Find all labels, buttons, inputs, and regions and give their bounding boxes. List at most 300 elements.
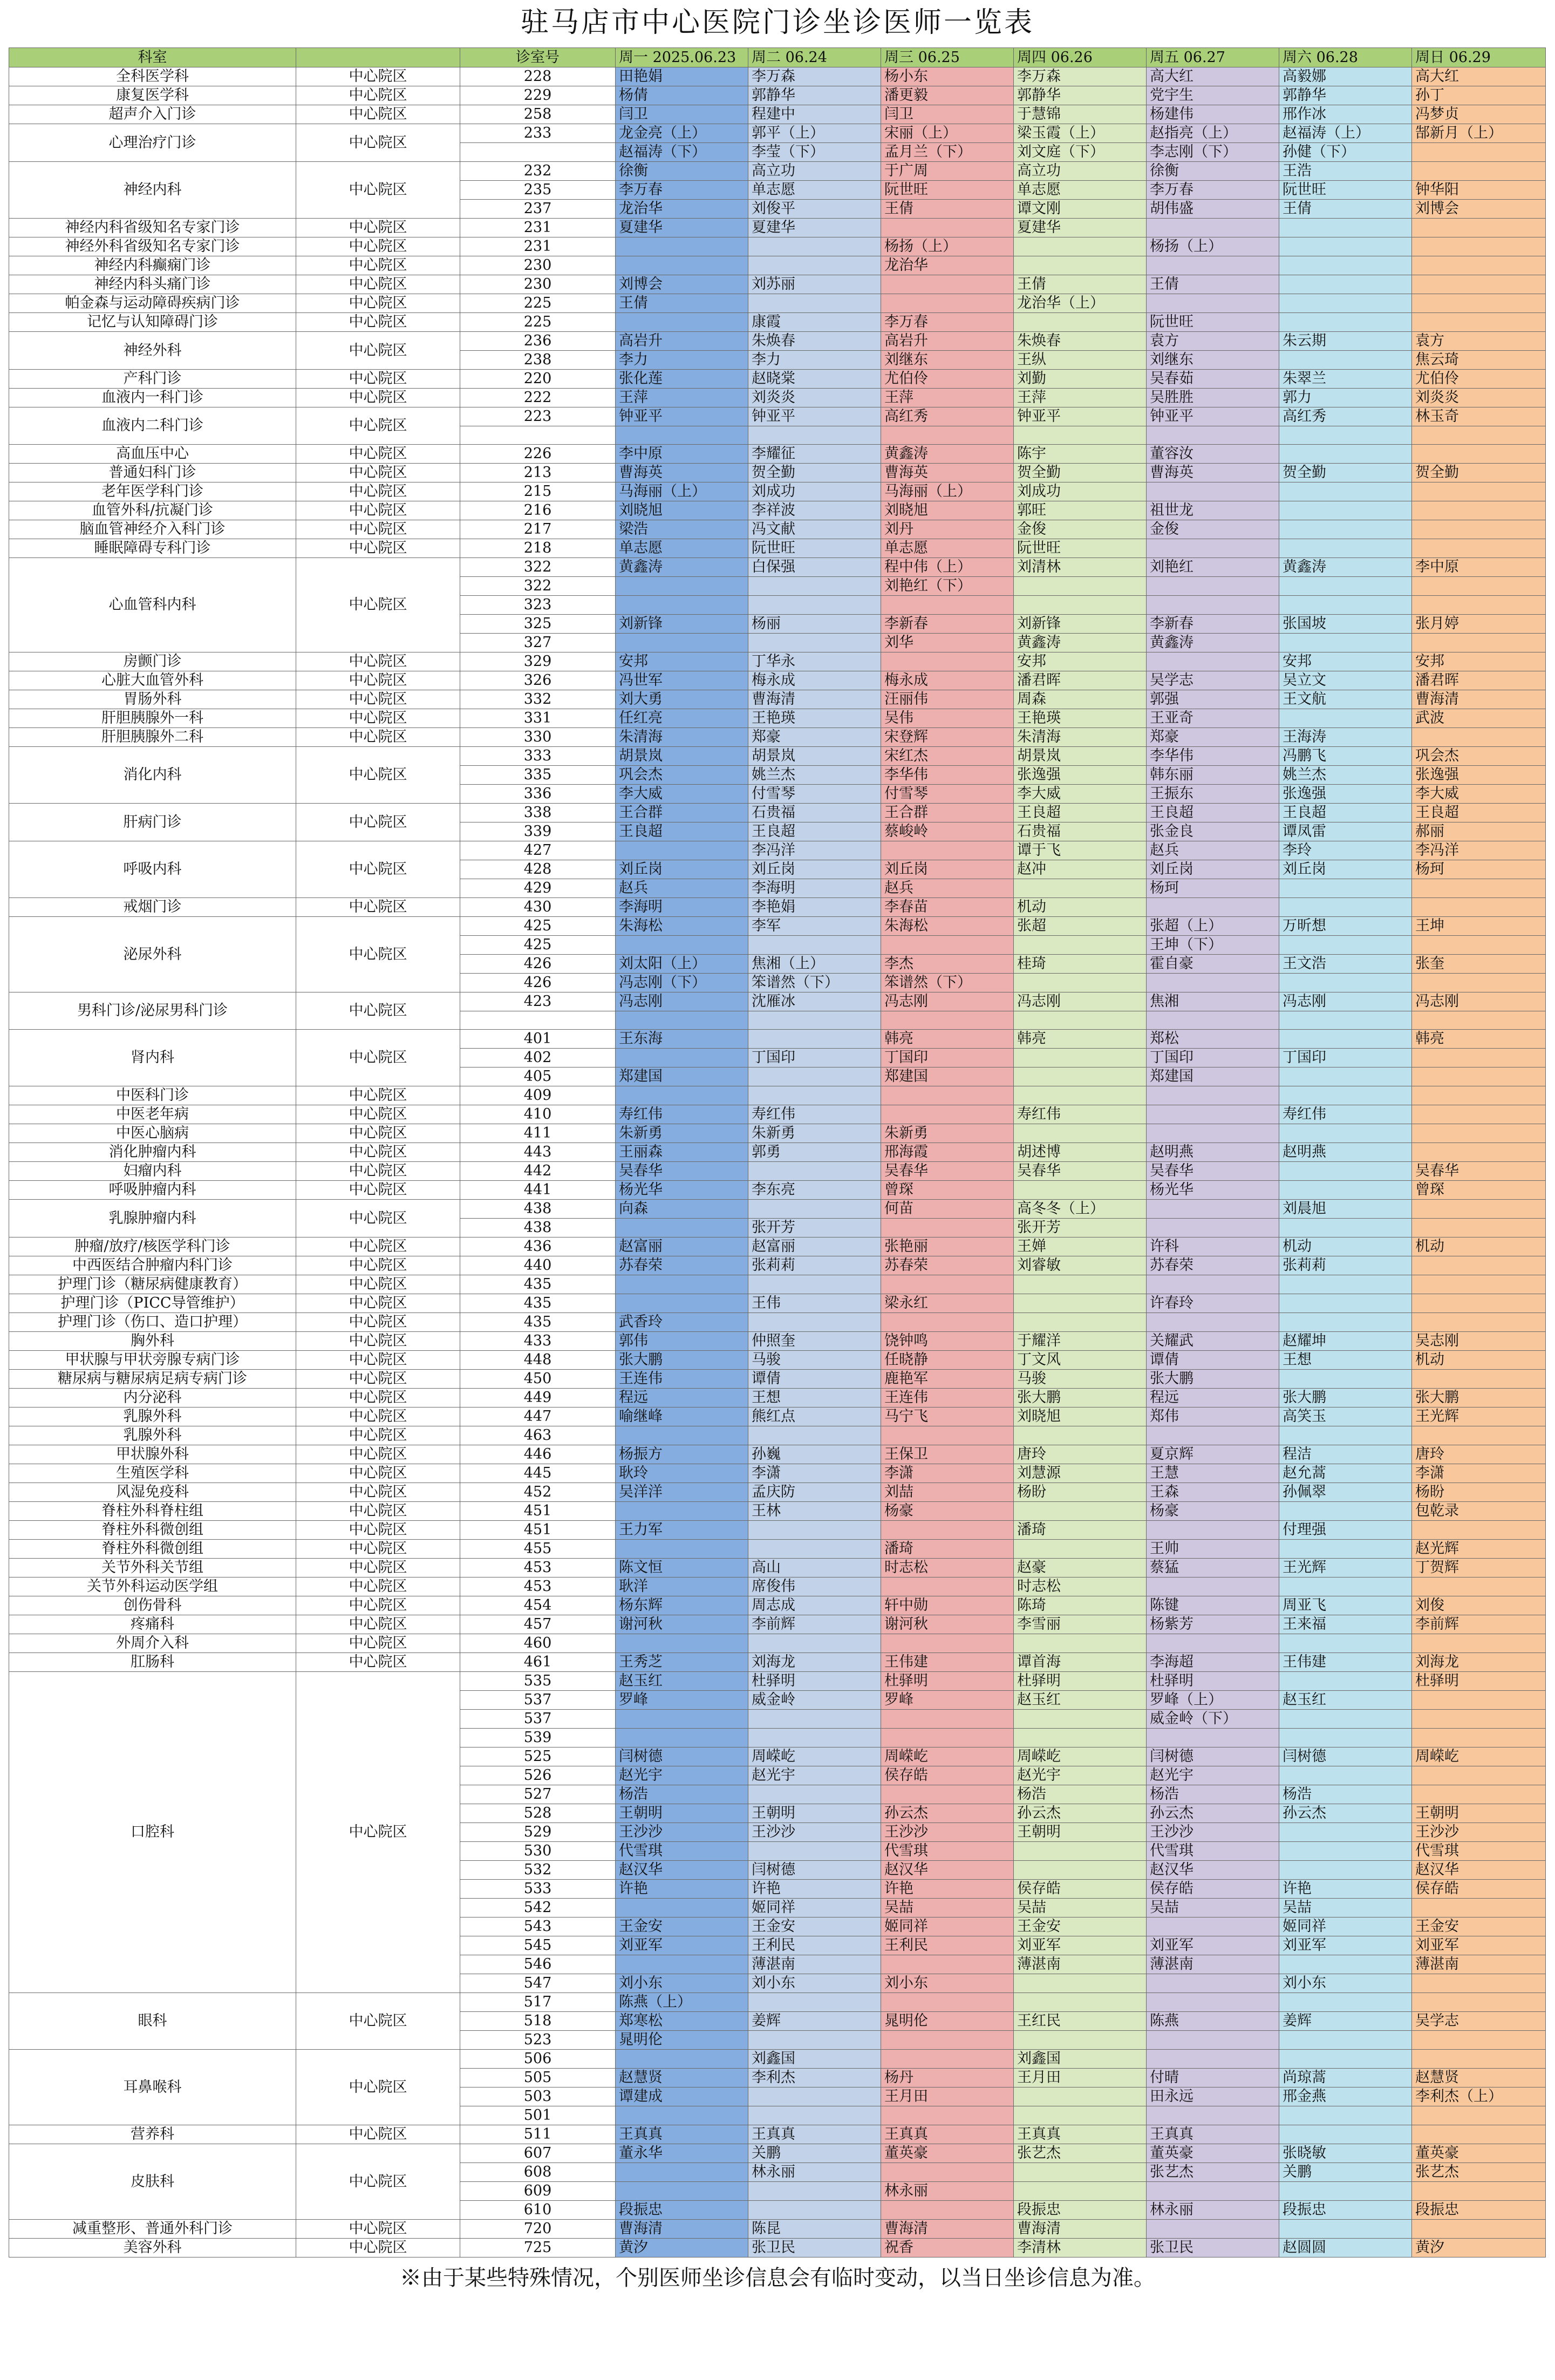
room-number: 430: [460, 898, 616, 917]
doctor-cell-mon: 董永华: [616, 2144, 748, 2163]
doctor-cell-tue: 付雪琴: [748, 785, 881, 804]
doctor-cell-wed: [881, 936, 1014, 955]
doctor-cell-sat: 王伟建: [1279, 1653, 1412, 1672]
doctor-cell-wed: 时志松: [881, 1559, 1014, 1577]
doctor-cell-thu: 梁玉霞（上）: [1014, 124, 1147, 143]
campus-name: 中心院区: [296, 1672, 460, 1993]
doctor-cell-sat: 程洁: [1279, 1445, 1412, 1464]
doctor-cell-thu: 王婵: [1014, 1237, 1147, 1256]
doctor-cell-sun: 焦云琦: [1412, 351, 1546, 370]
campus-name: 中心院区: [296, 2050, 460, 2125]
table-row: [9, 1389, 1546, 1407]
doctor-cell-thu: 谭于飞: [1014, 841, 1147, 860]
doctor-cell-fri: 赵明燕: [1147, 1143, 1279, 1162]
doctor-cell-wed: 于广周: [881, 162, 1014, 181]
room-number: 411: [460, 1124, 616, 1143]
doctor-cell-sun: 尤伯伶: [1412, 370, 1546, 389]
doctor-cell-fri: [1147, 1219, 1279, 1237]
doctor-cell-wed: 汪丽伟: [881, 690, 1014, 709]
doctor-cell-mon: 王沙沙: [616, 1823, 748, 1842]
doctor-cell-sat: 万昕想: [1279, 917, 1412, 936]
roster-body: [9, 67, 1546, 2257]
room-number: 447: [460, 1407, 616, 1426]
doctor-cell-mon: 武香玲: [616, 1313, 748, 1332]
doctor-cell-sun: 李利杰（上）: [1412, 2087, 1546, 2106]
doctor-cell-fri: 张超（上）: [1147, 917, 1279, 936]
doctor-cell-sat: [1279, 1086, 1412, 1105]
doctor-cell-sun: [1412, 2220, 1546, 2239]
dept-name: 帕金森与运动障碍疾病门诊: [9, 294, 296, 313]
doctor-cell-tue: [748, 426, 881, 445]
campus-name: 中心院区: [296, 407, 460, 445]
doctor-cell-sat: [1279, 974, 1412, 992]
doctor-cell-sun: 赵汉华: [1412, 1861, 1546, 1880]
doctor-cell-wed: 黄鑫涛: [881, 445, 1014, 464]
doctor-cell-sat: 安邦: [1279, 652, 1412, 671]
doctor-cell-fri: 曹海英: [1147, 464, 1279, 482]
campus-name: 中心院区: [296, 747, 460, 804]
table-row: [9, 1105, 1546, 1124]
dept-name: 脑血管神经介入科门诊: [9, 520, 296, 539]
doctor-cell-tue: [748, 294, 881, 313]
doctor-cell-sat: 王来福: [1279, 1615, 1412, 1634]
doctor-cell-sat: 黄鑫涛: [1279, 558, 1412, 577]
room-number: 336: [460, 785, 616, 804]
doctor-cell-sun: [1412, 1219, 1546, 1237]
room-number: 446: [460, 1445, 616, 1464]
doctor-cell-sat: 赵福涛（上）: [1279, 124, 1412, 143]
doctor-cell-thu: 郭静华: [1014, 86, 1147, 105]
doctor-cell-tue: 薄湛南: [748, 1955, 881, 1974]
doctor-cell-sat: [1279, 879, 1412, 898]
dept-name: 甲状腺与甲状旁腺专病门诊: [9, 1351, 296, 1370]
doctor-cell-fri: 威金岭（下）: [1147, 1710, 1279, 1729]
room-number: 425: [460, 936, 616, 955]
doctor-cell-mon: [616, 1219, 748, 1237]
campus-name: 中心院区: [296, 1483, 460, 1502]
doctor-cell-fri: 刘丘岗: [1147, 860, 1279, 879]
doctor-cell-sat: 高毅娜: [1279, 67, 1412, 86]
doctor-cell-mon: 程远: [616, 1389, 748, 1407]
doctor-cell-thu: [1014, 1313, 1147, 1332]
page-title: 驻马店市中心医院门诊坐诊医师一览表: [520, 6, 1034, 39]
doctor-cell-fri: 李海超: [1147, 1653, 1279, 1672]
doctor-cell-wed: 王合群: [881, 804, 1014, 822]
campus-name: 中心院区: [296, 1105, 460, 1124]
doctor-cell-fri: 杨豪: [1147, 1502, 1279, 1521]
doctor-cell-fri: 吴春华: [1147, 1162, 1279, 1181]
doctor-cell-sat: [1279, 1275, 1412, 1294]
room-number: 454: [460, 1596, 616, 1615]
room-number: 322: [460, 577, 616, 596]
room-number: 725: [460, 2239, 616, 2257]
room-number: 223: [460, 407, 616, 426]
table-row: [9, 370, 1546, 389]
doctor-cell-wed: [881, 294, 1014, 313]
doctor-cell-sun: 吴志刚: [1412, 1332, 1546, 1351]
campus-name: 中心院区: [296, 501, 460, 520]
doctor-cell-fri: 李万春: [1147, 181, 1279, 200]
doctor-cell-thu: 胡景岚: [1014, 747, 1147, 766]
doctor-cell-wed: 单志愿: [881, 539, 1014, 558]
doctor-cell-thu: 陈琦: [1014, 1596, 1147, 1615]
doctor-cell-mon: [616, 1540, 748, 1559]
room-number: 529: [460, 1823, 616, 1842]
doctor-cell-thu: 杜驿明: [1014, 1672, 1147, 1691]
table-row: [9, 501, 1546, 520]
doctor-cell-tue: 沈雁冰: [748, 992, 881, 1011]
room-number: 231: [460, 219, 616, 237]
doctor-cell-sat: [1279, 256, 1412, 275]
doctor-cell-wed: [881, 1086, 1014, 1105]
doctor-cell-fri: 程远: [1147, 1389, 1279, 1407]
campus-name: 中心院区: [296, 2220, 460, 2239]
doctor-cell-wed: 赵汉华: [881, 1861, 1014, 1880]
doctor-cell-tue: 笨谱然（下）: [748, 974, 881, 992]
doctor-cell-sat: 段振忠: [1279, 2201, 1412, 2220]
room-number: 226: [460, 445, 616, 464]
doctor-cell-sat: 张大鹏: [1279, 1389, 1412, 1407]
dept-name: 乳腺外科: [9, 1407, 296, 1426]
doctor-cell-thu: [1014, 2163, 1147, 2182]
doctor-cell-thu: 王倩: [1014, 275, 1147, 294]
doctor-cell-sat: [1279, 445, 1412, 464]
room-number: 322: [460, 558, 616, 577]
room-number: 537: [460, 1710, 616, 1729]
room-number: 525: [460, 1747, 616, 1766]
doctor-cell-fri: 田永远: [1147, 2087, 1279, 2106]
table-row: [9, 1256, 1546, 1275]
doctor-cell-tue: 刘丘岗: [748, 860, 881, 879]
doctor-cell-tue: 寿红伟: [748, 1105, 881, 1124]
doctor-cell-sun: 李冯洋: [1412, 841, 1546, 860]
doctor-cell-sat: [1279, 426, 1412, 445]
dept-name: 神经外科省级知名专家门诊: [9, 237, 296, 256]
doctor-cell-sat: 高红秀: [1279, 407, 1412, 426]
doctor-cell-tue: 李耀征: [748, 445, 881, 464]
table-row: [9, 917, 1546, 936]
doctor-cell-fri: 夏京辉: [1147, 1445, 1279, 1464]
room-number: 429: [460, 879, 616, 898]
doctor-cell-sun: [1412, 1993, 1546, 2012]
doctor-cell-thu: [1014, 596, 1147, 615]
dept-name: 神经内科省级知名专家门诊: [9, 219, 296, 237]
room-number: 233: [460, 124, 616, 143]
doctor-cell-fri: 许科: [1147, 1237, 1279, 1256]
room-number: 523: [460, 2031, 616, 2050]
doctor-cell-fri: [1147, 2106, 1279, 2125]
table-row: [9, 1672, 1546, 1691]
doctor-cell-sun: [1412, 1691, 1546, 1710]
doctor-cell-sat: 丁国印: [1279, 1049, 1412, 1067]
doctor-cell-sun: [1412, 898, 1546, 917]
campus-name: 中心院区: [296, 124, 460, 162]
doctor-cell-mon: 刘大勇: [616, 690, 748, 709]
table-row: [9, 332, 1546, 351]
table-row: [9, 105, 1546, 124]
room-number: 441: [460, 1181, 616, 1200]
doctor-cell-tue: [748, 1729, 881, 1747]
doctor-cell-wed: 杨豪: [881, 1502, 1014, 1521]
doctor-cell-sun: 刘俊: [1412, 1596, 1546, 1615]
room-number: 450: [460, 1370, 616, 1389]
room-number: 453: [460, 1577, 616, 1596]
doctor-cell-sun: [1412, 1124, 1546, 1143]
doctor-cell-sun: [1412, 275, 1546, 294]
doctor-cell-sun: 贺全勤: [1412, 464, 1546, 482]
campus-name: 中心院区: [296, 1653, 460, 1672]
doctor-cell-thu: 于耀洋: [1014, 1332, 1147, 1351]
doctor-cell-sun: 郜新月（上）: [1412, 124, 1546, 143]
doctor-cell-mon: 耿玲: [616, 1464, 748, 1483]
doctor-cell-wed: 杜驿明: [881, 1672, 1014, 1691]
doctor-cell-thu: 刘睿敏: [1014, 1256, 1147, 1275]
doctor-cell-tue: [748, 634, 881, 652]
table-row: [9, 1181, 1546, 1200]
room-number: [460, 426, 616, 445]
doctor-cell-mon: 刘博会: [616, 275, 748, 294]
doctor-cell-thu: [1014, 1011, 1147, 1030]
doctor-cell-mon: 寿红伟: [616, 1105, 748, 1124]
doctor-cell-tue: 梅永成: [748, 671, 881, 690]
campus-name: 中心院区: [296, 1181, 460, 1200]
doctor-cell-sun: [1412, 1974, 1546, 1993]
doctor-cell-tue: [748, 2106, 881, 2125]
doctor-cell-fri: 关耀武: [1147, 1332, 1279, 1351]
room-number: 442: [460, 1162, 616, 1181]
doctor-cell-sun: 段振忠: [1412, 2201, 1546, 2220]
campus-name: 中心院区: [296, 1332, 460, 1351]
table-row: [9, 1464, 1546, 1483]
doctor-cell-sun: [1412, 1256, 1546, 1275]
campus-name: 中心院区: [296, 332, 460, 370]
room-number: 238: [460, 351, 616, 370]
table-row: [9, 1162, 1546, 1181]
campus-name: 中心院区: [296, 1426, 460, 1445]
doctor-cell-sun: [1412, 1086, 1546, 1105]
doctor-cell-thu: [1014, 1181, 1147, 1200]
doctor-cell-sat: [1279, 2106, 1412, 2125]
doctor-cell-tue: 刘鑫国: [748, 2050, 881, 2069]
doctor-cell-fri: 罗峰（上）: [1147, 1691, 1279, 1710]
doctor-cell-thu: 王艳瑛: [1014, 709, 1147, 728]
campus-name: 中心院区: [296, 841, 460, 898]
doctor-cell-tue: 威金岭: [748, 1691, 881, 1710]
table-row: [9, 219, 1546, 237]
doctor-cell-sun: [1412, 1370, 1546, 1389]
doctor-cell-thu: [1014, 426, 1147, 445]
doctor-cell-fri: [1147, 2031, 1279, 2050]
room-number: 331: [460, 709, 616, 728]
dept-name: 产科门诊: [9, 370, 296, 389]
doctor-cell-sun: 钟华阳: [1412, 181, 1546, 200]
room-number: 435: [460, 1275, 616, 1294]
doctor-cell-fri: 杨光华: [1147, 1181, 1279, 1200]
room-number: 230: [460, 256, 616, 275]
doctor-cell-wed: 宋登辉: [881, 728, 1014, 747]
campus-name: 中心院区: [296, 1615, 460, 1634]
doctor-cell-wed: 孙云杰: [881, 1804, 1014, 1823]
doctor-cell-tue: 李利杰: [748, 2069, 881, 2087]
doctor-cell-sat: [1279, 275, 1412, 294]
dept-name: 护理门诊（糖尿病健康教育）: [9, 1275, 296, 1294]
room-number: 527: [460, 1785, 616, 1804]
doctor-cell-mon: 胡景岚: [616, 747, 748, 766]
doctor-cell-wed: 王伟建: [881, 1653, 1014, 1672]
dept-name: 呼吸肿瘤内科: [9, 1181, 296, 1200]
doctor-cell-mon: 任红亮: [616, 709, 748, 728]
doctor-cell-tue: 周志成: [748, 1596, 881, 1615]
doctor-cell-fri: 许春玲: [1147, 1294, 1279, 1313]
doctor-cell-thu: 孙云杰: [1014, 1804, 1147, 1823]
doctor-cell-thu: 刘晓旭: [1014, 1407, 1147, 1426]
doctor-cell-fri: [1147, 596, 1279, 615]
doctor-cell-thu: [1014, 1275, 1147, 1294]
doctor-cell-fri: [1147, 652, 1279, 671]
doctor-cell-wed: 吴喆: [881, 1899, 1014, 1917]
doctor-cell-sat: [1279, 1011, 1412, 1030]
doctor-cell-tue: 王艳瑛: [748, 709, 881, 728]
doctor-cell-thu: 赵冲: [1014, 860, 1147, 879]
dept-name: 创伤骨科: [9, 1596, 296, 1615]
doctor-cell-wed: 任晓静: [881, 1351, 1014, 1370]
doctor-cell-wed: 王真真: [881, 2125, 1014, 2144]
doctor-cell-mon: 朱清海: [616, 728, 748, 747]
doctor-cell-fri: 霍自豪: [1147, 955, 1279, 974]
doctor-cell-fri: [1147, 1577, 1279, 1596]
doctor-cell-mon: 安邦: [616, 652, 748, 671]
dept-name: 血管外科/抗凝门诊: [9, 501, 296, 520]
doctor-cell-sat: [1279, 1313, 1412, 1332]
doctor-cell-wed: 刘喆: [881, 1483, 1014, 1502]
doctor-cell-sun: 高大红: [1412, 67, 1546, 86]
room-number: 235: [460, 181, 616, 200]
doctor-cell-sun: 赵光辉: [1412, 1540, 1546, 1559]
doctor-cell-fri: 吴学志: [1147, 671, 1279, 690]
doctor-cell-fri: [1147, 219, 1279, 237]
doctor-cell-fri: 杜驿明: [1147, 1672, 1279, 1691]
doctor-cell-thu: [1014, 1502, 1147, 1521]
doctor-cell-tue: 李海明: [748, 879, 881, 898]
doctor-cell-tue: 许艳: [748, 1880, 881, 1899]
doctor-cell-mon: 刘亚军: [616, 1936, 748, 1955]
doctor-cell-sat: [1279, 1672, 1412, 1691]
doctor-cell-fri: [1147, 426, 1279, 445]
doctor-cell-sun: 刘博会: [1412, 200, 1546, 219]
doctor-cell-sat: 王倩: [1279, 200, 1412, 219]
campus-name: 中心院区: [296, 1030, 460, 1086]
doctor-cell-mon: [616, 1086, 748, 1105]
doctor-cell-fri: [1147, 1011, 1279, 1030]
campus-name: 中心院区: [296, 690, 460, 709]
campus-name: 中心院区: [296, 2125, 460, 2144]
dept-name: 消化内科: [9, 747, 296, 804]
doctor-cell-sat: [1279, 501, 1412, 520]
doctor-cell-sat: [1279, 1067, 1412, 1086]
doctor-cell-wed: [881, 1577, 1014, 1596]
doctor-cell-sat: [1279, 1861, 1412, 1880]
campus-name: 中心院区: [296, 652, 460, 671]
doctor-cell-sat: 赵允蒿: [1279, 1464, 1412, 1483]
doctor-cell-fri: [1147, 1974, 1279, 1993]
doctor-cell-sat: [1279, 1370, 1412, 1389]
doctor-cell-thu: 吴春华: [1014, 1162, 1147, 1181]
doctor-cell-wed: 周嵘屹: [881, 1747, 1014, 1766]
doctor-cell-sat: [1279, 1842, 1412, 1861]
doctor-cell-sun: 孙丁: [1412, 86, 1546, 105]
room-number: 426: [460, 955, 616, 974]
doctor-cell-tue: 王林: [748, 1502, 881, 1521]
doctor-cell-thu: 薄湛南: [1014, 1955, 1147, 1974]
doctor-cell-mon: 闫树德: [616, 1747, 748, 1766]
doctor-cell-sun: [1412, 2125, 1546, 2144]
campus-name: 中心院区: [296, 162, 460, 219]
campus-name: 中心院区: [296, 219, 460, 237]
doctor-cell-sat: [1279, 2220, 1412, 2239]
campus-name: 中心院区: [296, 1993, 460, 2050]
table-row: [9, 256, 1546, 275]
doctor-cell-sun: 冯志刚: [1412, 992, 1546, 1011]
doctor-cell-tue: [748, 2201, 881, 2220]
doctor-cell-sat: 刘亚军: [1279, 1936, 1412, 1955]
doctor-cell-fri: [1147, 2050, 1279, 2069]
dept-name: 护理门诊（PICC导管维护）: [9, 1294, 296, 1313]
doctor-cell-mon: 马海丽（上）: [616, 482, 748, 501]
doctor-cell-fri: 丁国印: [1147, 1049, 1279, 1067]
doctor-cell-sun: [1412, 426, 1546, 445]
doctor-cell-thu: 赵玉红: [1014, 1691, 1147, 1710]
doctor-cell-wed: [881, 1521, 1014, 1540]
doctor-cell-sun: [1412, 879, 1546, 898]
doctor-cell-tue: [748, 1993, 881, 2012]
doctor-cell-tue: 李前辉: [748, 1615, 881, 1634]
room-number: 435: [460, 1313, 616, 1332]
room-number: 402: [460, 1049, 616, 1067]
doctor-cell-mon: 赵兵: [616, 879, 748, 898]
header-dept: 科室: [9, 48, 296, 67]
doctor-cell-wed: 姬同祥: [881, 1917, 1014, 1936]
room-number: 451: [460, 1521, 616, 1540]
doctor-cell-wed: [881, 841, 1014, 860]
doctor-cell-wed: [881, 1634, 1014, 1653]
room-number: 452: [460, 1483, 616, 1502]
doctor-cell-fri: 王良超: [1147, 804, 1279, 822]
doctor-cell-wed: 曾琛: [881, 1181, 1014, 1200]
doctor-cell-wed: [881, 1219, 1014, 1237]
room-number: 232: [460, 162, 616, 181]
doctor-cell-fri: 郑松: [1147, 1030, 1279, 1049]
doctor-cell-sat: [1279, 1124, 1412, 1143]
doctor-cell-sun: 袁方: [1412, 332, 1546, 351]
doctor-cell-wed: 侯存皓: [881, 1766, 1014, 1785]
doctor-cell-thu: 于慧锦: [1014, 105, 1147, 124]
doctor-cell-tue: 席俊伟: [748, 1577, 881, 1596]
doctor-cell-fri: 韩东丽: [1147, 766, 1279, 785]
doctor-cell-fri: [1147, 1313, 1279, 1332]
doctor-cell-wed: 王月田: [881, 2087, 1014, 2106]
campus-name: 中心院区: [296, 1162, 460, 1181]
doctor-cell-sat: [1279, 1729, 1412, 1747]
room-number: 438: [460, 1219, 616, 1237]
room-number: 225: [460, 313, 616, 332]
doctor-cell-sat: [1279, 351, 1412, 370]
doctor-cell-tue: 单志愿: [748, 181, 881, 200]
doctor-cell-sat: 吴喆: [1279, 1899, 1412, 1917]
doctor-cell-thu: 马骏: [1014, 1370, 1147, 1389]
doctor-cell-tue: 刘海龙: [748, 1653, 881, 1672]
doctor-cell-wed: 罗峰: [881, 1691, 1014, 1710]
doctor-cell-fri: 张金良: [1147, 822, 1279, 841]
